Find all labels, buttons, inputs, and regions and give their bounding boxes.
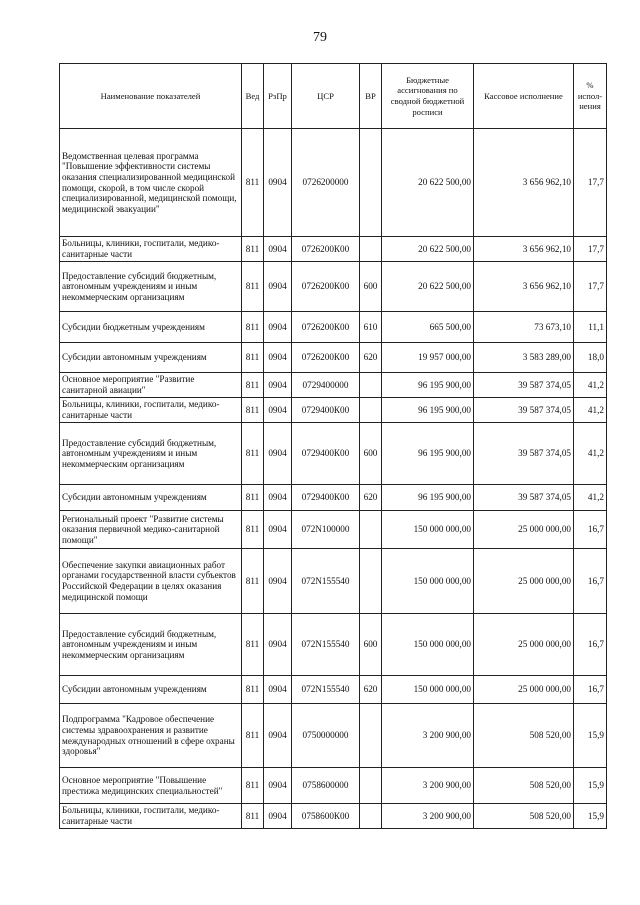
header-rzpr: РзПр [264,64,292,129]
cell-name: Обеспечение закупки авиационных работ органами государственной власти субъектов Российской Федерации в целях оказания медицинской помощи [60,549,242,614]
cell-vr [360,237,382,262]
cell-pct: 41,2 [574,373,607,398]
table-body [60,129,607,829]
cell-name: Субсидии автономным учреждениям [60,343,242,373]
cell-ved: 811 [242,511,264,549]
cell-csr: 0729400К00 [292,398,360,423]
cell-pct: 16,7 [574,676,607,704]
cell-name: Субсидии автономным учреждениям [60,676,242,704]
cell-rzpr: 0904 [264,398,292,423]
cell-rzpr: 0904 [264,485,292,511]
cell-cash: 3 583 289,00 [474,343,574,373]
cell-rzpr: 0904 [264,676,292,704]
header-ved: Вед [242,64,264,129]
cell-csr: 0729400К00 [292,423,360,485]
table-row [60,237,607,262]
cell-pct: 41,2 [574,398,607,423]
table-row [60,343,607,373]
cell-vr: 600 [360,423,382,485]
cell-budget: 20 622 500,00 [382,129,474,237]
cell-rzpr: 0904 [264,343,292,373]
cell-csr: 0758600000 [292,768,360,804]
cell-vr: 600 [360,262,382,312]
cell-ved: 811 [242,549,264,614]
cell-cash: 39 587 374,05 [474,423,574,485]
cell-pct: 18,0 [574,343,607,373]
cell-vr [360,804,382,829]
cell-budget: 150 000 000,00 [382,614,474,676]
cell-csr: 0750000000 [292,704,360,768]
cell-pct: 16,7 [574,511,607,549]
cell-ved: 811 [242,704,264,768]
cell-vr [360,768,382,804]
cell-csr: 0726200К00 [292,237,360,262]
cell-ved: 811 [242,312,264,343]
cell-cash: 39 587 374,05 [474,398,574,423]
cell-rzpr: 0904 [264,423,292,485]
cell-vr [360,549,382,614]
budget-execution-table [59,63,607,829]
cell-vr [360,511,382,549]
cell-name: Основное мероприятие "Повышение престижа медицинских специальностей" [60,768,242,804]
cell-budget: 665 500,00 [382,312,474,343]
table-row [60,511,607,549]
table-row [60,485,607,511]
cell-ved: 811 [242,398,264,423]
cell-cash: 39 587 374,05 [474,485,574,511]
header-vr: ВР [360,64,382,129]
cell-rzpr: 0904 [264,804,292,829]
cell-ved: 811 [242,237,264,262]
table-row [60,614,607,676]
cell-ved: 811 [242,129,264,237]
cell-csr: 0758600К00 [292,804,360,829]
cell-rzpr: 0904 [264,511,292,549]
cell-pct: 15,9 [574,704,607,768]
cell-cash: 508 520,00 [474,804,574,829]
table-row [60,704,607,768]
cell-vr: 620 [360,343,382,373]
cell-name: Региональный проект "Развитие системы оказания первичной медико-санитарной помощи" [60,511,242,549]
cell-ved: 811 [242,768,264,804]
table-row [60,262,607,312]
cell-name: Субсидии автономным учреждениям [60,485,242,511]
cell-pct: 11,1 [574,312,607,343]
cell-vr [360,398,382,423]
cell-pct: 15,9 [574,768,607,804]
table-row [60,804,607,829]
cell-name: Подпрограмма "Кадровое обеспечение системы здравоохранения и развитие международных отношений в сфере охраны здоровья" [60,704,242,768]
page-number: 79 [313,30,327,45]
cell-pct: 16,7 [574,549,607,614]
cell-csr: 072N155540 [292,614,360,676]
cell-rzpr: 0904 [264,129,292,237]
header-name: Наименование показателей [60,64,242,129]
cell-vr [360,704,382,768]
table-row [60,423,607,485]
cell-name: Основное мероприятие "Развитие санитарной авиации" [60,373,242,398]
cell-rzpr: 0904 [264,312,292,343]
cell-cash: 25 000 000,00 [474,614,574,676]
cell-pct: 17,7 [574,262,607,312]
cell-budget: 3 200 900,00 [382,704,474,768]
cell-cash: 508 520,00 [474,768,574,804]
cell-budget: 150 000 000,00 [382,511,474,549]
cell-pct: 41,2 [574,485,607,511]
cell-budget: 96 195 900,00 [382,485,474,511]
cell-name: Субсидии бюджетным учреждениям [60,312,242,343]
cell-ved: 811 [242,373,264,398]
cell-name: Предоставление субсидий бюджетным, автономным учреждениям и иным некоммерческим организациям [60,262,242,312]
cell-vr: 610 [360,312,382,343]
cell-cash: 508 520,00 [474,704,574,768]
cell-csr: 072N155540 [292,549,360,614]
cell-csr: 0726200К00 [292,312,360,343]
cell-csr: 0729400000 [292,373,360,398]
cell-ved: 811 [242,804,264,829]
cell-cash: 25 000 000,00 [474,549,574,614]
cell-budget: 20 622 500,00 [382,237,474,262]
cell-rzpr: 0904 [264,768,292,804]
cell-budget: 3 200 900,00 [382,768,474,804]
cell-cash: 3 656 962,10 [474,237,574,262]
cell-budget: 96 195 900,00 [382,398,474,423]
cell-budget: 20 622 500,00 [382,262,474,312]
cell-pct: 17,7 [574,129,607,237]
cell-vr: 600 [360,614,382,676]
cell-rzpr: 0904 [264,704,292,768]
cell-budget: 150 000 000,00 [382,676,474,704]
cell-ved: 811 [242,262,264,312]
cell-name: Больницы, клиники, госпитали, медико-санитарные части [60,804,242,829]
cell-csr: 0726200К00 [292,343,360,373]
cell-rzpr: 0904 [264,614,292,676]
cell-budget: 96 195 900,00 [382,373,474,398]
table-row [60,373,607,398]
header-budget: Бюджетные ассигнования по сводной бюджетной росписи [382,64,474,129]
cell-rzpr: 0904 [264,237,292,262]
cell-pct: 15,9 [574,804,607,829]
cell-name: Предоставление субсидий бюджетным, автономным учреждениям и иным некоммерческим организациям [60,614,242,676]
cell-cash: 3 656 962,10 [474,262,574,312]
header-pct: % испол-нения [574,64,607,129]
cell-vr [360,129,382,237]
cell-budget: 96 195 900,00 [382,423,474,485]
cell-name: Больницы, клиники, госпитали, медико-санитарные части [60,237,242,262]
cell-csr: 0726200000 [292,129,360,237]
cell-pct: 16,7 [574,614,607,676]
table-row [60,129,607,237]
cell-rzpr: 0904 [264,549,292,614]
table-row [60,768,607,804]
cell-ved: 811 [242,423,264,485]
table-row [60,676,607,704]
cell-csr: 0726200К00 [292,262,360,312]
header-csr: ЦСР [292,64,360,129]
table-row [60,312,607,343]
table-row [60,549,607,614]
cell-cash: 39 587 374,05 [474,373,574,398]
cell-budget: 19 957 000,00 [382,343,474,373]
cell-pct: 17,7 [574,237,607,262]
cell-name: Больницы, клиники, госпитали, медико-санитарные части [60,398,242,423]
cell-vr: 620 [360,485,382,511]
table-header-row [60,64,607,129]
cell-rzpr: 0904 [264,373,292,398]
cell-vr [360,373,382,398]
cell-budget: 150 000 000,00 [382,549,474,614]
cell-ved: 811 [242,343,264,373]
cell-cash: 73 673,10 [474,312,574,343]
cell-ved: 811 [242,676,264,704]
cell-name: Ведомственная целевая программа "Повышение эффективности системы оказания специализированной медицинской помощи, скорой, в том числе скорой специализированной, медицинской помощи, медицинской эвакуации" [60,129,242,237]
cell-cash: 25 000 000,00 [474,676,574,704]
cell-pct: 41,2 [574,423,607,485]
cell-vr: 620 [360,676,382,704]
cell-ved: 811 [242,485,264,511]
cell-csr: 072N155540 [292,676,360,704]
cell-ved: 811 [242,614,264,676]
cell-cash: 3 656 962,10 [474,129,574,237]
cell-cash: 25 000 000,00 [474,511,574,549]
cell-budget: 3 200 900,00 [382,804,474,829]
cell-name: Предоставление субсидий бюджетным, автономным учреждениям и иным некоммерческим организациям [60,423,242,485]
cell-csr: 0729400К00 [292,485,360,511]
table-row [60,398,607,423]
cell-rzpr: 0904 [264,262,292,312]
header-cash: Кассовое исполнение [474,64,574,129]
cell-csr: 072N100000 [292,511,360,549]
